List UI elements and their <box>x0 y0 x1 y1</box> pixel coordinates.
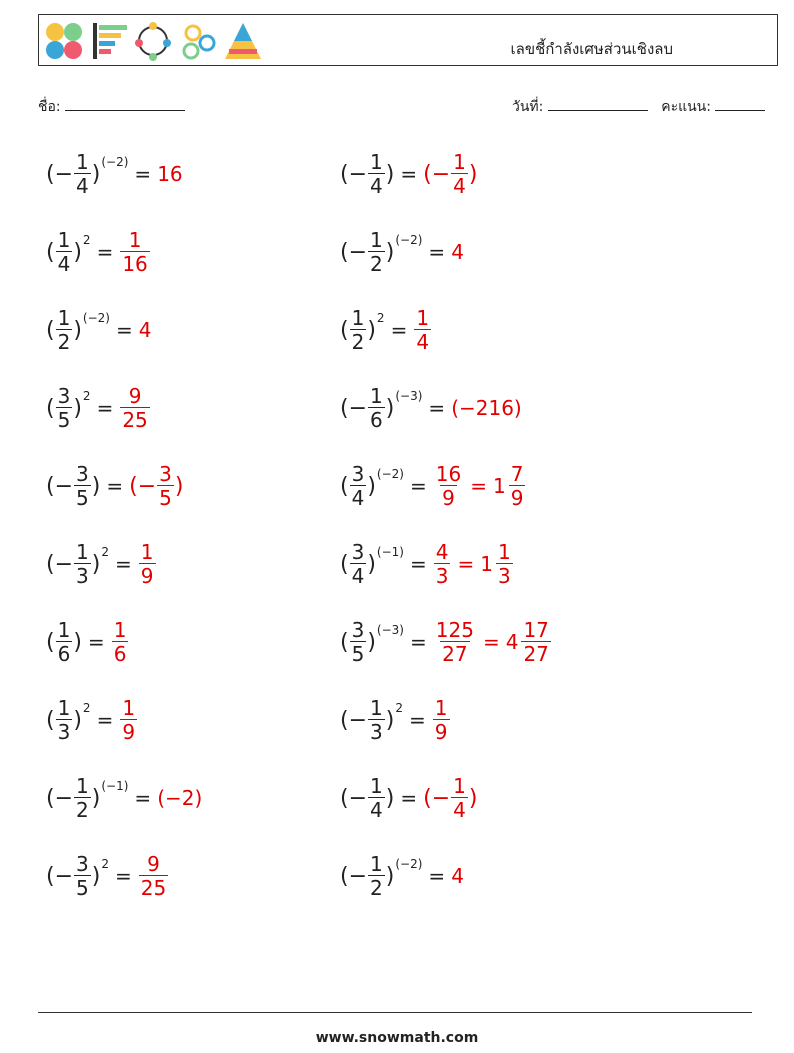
base-fraction-denominator: 5 <box>351 641 365 666</box>
equals-sign: = <box>400 786 418 810</box>
base-fraction <box>56 385 73 432</box>
equals-sign: = <box>428 864 446 888</box>
base-fraction <box>74 853 91 900</box>
problem-4 <box>340 222 464 282</box>
answer-close-paren: ) <box>174 473 184 499</box>
answer-fraction <box>139 853 168 900</box>
equals-sign: = <box>115 318 133 342</box>
answer-fraction-numerator: 1 <box>434 695 448 720</box>
name-blank <box>65 96 185 111</box>
equals-sign: = <box>96 708 114 732</box>
base-fraction-denominator: 4 <box>351 485 365 510</box>
problem-5 <box>46 300 151 360</box>
answer-fraction <box>120 229 149 276</box>
answer-fraction-denominator: 9 <box>122 719 136 744</box>
base-fraction <box>56 619 73 666</box>
base-fraction-denominator: 5 <box>76 485 89 510</box>
answer-value: 4 <box>138 318 152 342</box>
answer-fraction-denominator: 6 <box>113 641 127 666</box>
base-fraction-numerator: 3 <box>76 851 89 876</box>
base-fraction <box>74 151 91 198</box>
answer-fraction-denominator: 25 <box>140 875 167 900</box>
answer-open-paren: (− <box>423 785 451 811</box>
equals-sign: = <box>134 162 152 186</box>
answer-fraction-numerator: 1 <box>140 539 154 564</box>
base-fraction <box>350 463 367 510</box>
equals-sign: = <box>96 240 114 264</box>
problem-14 <box>340 612 552 672</box>
answer-close-paren: ) <box>468 161 478 187</box>
exponent: 2 <box>376 311 385 325</box>
mixed-fraction-numerator: 17 <box>523 617 549 642</box>
open-paren: ( <box>46 317 55 343</box>
open-paren: ( <box>46 395 55 421</box>
answer-fraction <box>112 619 129 666</box>
answer-fraction-numerator: 9 <box>128 383 142 408</box>
close-paren: ) <box>73 317 82 343</box>
equals-sign: = <box>96 396 114 420</box>
base-fraction-denominator: 6 <box>370 407 383 432</box>
base-fraction-numerator: 3 <box>351 617 365 642</box>
answer-fraction-numerator: 1 <box>453 149 466 174</box>
answer-close-paren: ) <box>468 785 478 811</box>
mixed-fraction-numerator: 1 <box>497 539 511 564</box>
base-fraction-numerator: 1 <box>370 383 383 408</box>
base-fraction-numerator: 3 <box>57 383 71 408</box>
problem-6 <box>340 300 432 360</box>
equals-sign: = <box>409 474 427 498</box>
answer <box>433 463 527 510</box>
base-fraction-denominator: 4 <box>76 173 89 198</box>
answer-equals-sign: = <box>470 474 487 498</box>
problem-7 <box>46 378 151 438</box>
problem-2 <box>340 144 477 204</box>
base-fraction <box>368 697 385 744</box>
base-fraction <box>350 541 367 588</box>
base-fraction-denominator: 2 <box>370 875 383 900</box>
equals-sign: = <box>115 552 132 576</box>
close-paren: ) <box>385 395 395 421</box>
close-paren: ) <box>385 785 395 811</box>
answer-value: 4 <box>451 864 464 888</box>
mixed-whole: 1 <box>480 552 493 576</box>
equals-sign: = <box>87 630 105 654</box>
exponent: 2 <box>82 389 91 403</box>
mixed-fraction-denominator: 27 <box>523 641 549 666</box>
base-fraction-numerator: 1 <box>57 695 71 720</box>
answer-fraction <box>451 151 468 198</box>
answer-fraction-denominator: 9 <box>434 719 448 744</box>
base-fraction-numerator: 1 <box>370 851 383 876</box>
team-cycle-icon <box>135 22 171 61</box>
base-fraction-denominator: 4 <box>370 797 383 822</box>
problem-18 <box>340 768 477 828</box>
open-paren: ( <box>340 551 349 577</box>
answer-fraction-numerator: 4 <box>435 539 449 564</box>
open-paren: (− <box>340 161 368 187</box>
page-title: เลขชี้กำลังเศษส่วนเชิงลบ <box>510 40 673 58</box>
exponent: (−1) <box>101 779 129 793</box>
answer <box>119 229 150 276</box>
answer-fraction-denominator: 9 <box>442 485 455 510</box>
problem-15 <box>46 690 138 750</box>
equals-sign: = <box>106 474 124 498</box>
answer-fraction <box>434 463 463 510</box>
score-blank <box>715 96 765 111</box>
base-fraction-numerator: 1 <box>57 305 71 330</box>
date-label: วันที่: <box>512 99 544 115</box>
exponent: (−1) <box>376 545 404 559</box>
answer-fraction <box>120 385 149 432</box>
mixed-fraction <box>509 463 526 510</box>
answer <box>451 864 464 888</box>
base-fraction-numerator: 1 <box>370 149 383 174</box>
open-paren: (− <box>340 395 368 421</box>
exponent: 2 <box>101 857 109 871</box>
base-fraction-numerator: 1 <box>370 695 383 720</box>
answer <box>433 541 514 588</box>
base-fraction <box>350 619 367 666</box>
answer-fraction-numerator: 1 <box>113 617 127 642</box>
answer-fraction-denominator: 27 <box>442 641 468 666</box>
close-paren: ) <box>385 863 395 889</box>
name-label: ชื่อ: <box>38 99 61 115</box>
base-fraction-denominator: 4 <box>351 563 365 588</box>
answer-fraction-numerator: 3 <box>159 461 172 486</box>
base-fraction-denominator: 5 <box>76 875 89 900</box>
mixed-fraction <box>521 619 550 666</box>
base-fraction-numerator: 1 <box>370 227 383 252</box>
base-fraction-numerator: 1 <box>76 539 89 564</box>
base-fraction-denominator: 6 <box>57 641 71 666</box>
answer-fraction <box>433 697 450 744</box>
open-paren: (− <box>340 239 368 265</box>
base-fraction <box>74 541 91 588</box>
header-box <box>38 14 778 66</box>
mixed-fraction-denominator: 3 <box>497 563 511 588</box>
mixed-whole: 4 <box>505 630 519 654</box>
base-fraction-denominator: 4 <box>57 251 71 276</box>
answer-fraction <box>451 775 468 822</box>
open-paren: ( <box>46 629 55 655</box>
answer <box>451 396 522 420</box>
answer <box>157 162 182 186</box>
open-paren: (− <box>46 863 74 889</box>
answer-fraction <box>157 463 174 510</box>
base-fraction <box>368 775 385 822</box>
exponent: 2 <box>395 701 403 715</box>
answer-fraction-denominator: 25 <box>122 407 148 432</box>
answer-fraction-denominator: 9 <box>140 563 154 588</box>
equals-sign: = <box>390 318 408 342</box>
answer-fraction <box>139 541 156 588</box>
problem-10 <box>340 456 526 516</box>
answer <box>423 151 477 198</box>
close-paren: ) <box>73 629 82 655</box>
open-paren: ( <box>340 629 349 655</box>
base-fraction <box>56 307 73 354</box>
answer-equals-sign: = <box>457 552 475 576</box>
problem-13 <box>46 612 129 672</box>
answer <box>119 385 150 432</box>
name-field <box>38 96 185 118</box>
answer <box>129 463 183 510</box>
problem-9 <box>46 456 183 516</box>
exponent: (−2) <box>395 857 423 871</box>
close-paren: ) <box>385 161 395 187</box>
answer <box>432 697 451 744</box>
close-paren: ) <box>73 239 82 265</box>
close-paren: ) <box>367 317 376 343</box>
base-fraction-denominator: 2 <box>57 329 71 354</box>
mixed-fraction-denominator: 9 <box>510 485 524 510</box>
close-paren: ) <box>73 395 82 421</box>
equals-sign: = <box>409 708 426 732</box>
exponent: (−2) <box>82 311 110 325</box>
problem-8 <box>340 378 522 438</box>
open-paren: (− <box>46 551 74 577</box>
answer <box>111 619 130 666</box>
answer-fraction-numerator: 125 <box>435 617 474 642</box>
base-fraction <box>56 697 73 744</box>
base-fraction-numerator: 3 <box>351 461 365 486</box>
answer <box>139 318 152 342</box>
base-fraction-numerator: 1 <box>370 773 383 798</box>
open-paren: ( <box>340 473 349 499</box>
base-fraction-denominator: 2 <box>351 329 365 354</box>
equals-sign: = <box>400 162 418 186</box>
close-paren: ) <box>367 473 376 499</box>
answer <box>413 307 432 354</box>
problem-11 <box>46 534 157 594</box>
problem-20 <box>340 846 464 906</box>
equals-sign: = <box>115 864 132 888</box>
exponent: (−3) <box>395 389 423 403</box>
equals-sign: = <box>134 786 152 810</box>
open-paren: (− <box>340 707 368 733</box>
mixed-fraction-numerator: 7 <box>510 461 524 486</box>
exponent: (−2) <box>376 467 404 481</box>
problem-1 <box>46 144 183 204</box>
base-fraction <box>368 151 385 198</box>
answer-fraction <box>434 541 451 588</box>
answer-value: 16 <box>157 162 183 186</box>
base-fraction <box>74 775 91 822</box>
problem-17 <box>46 768 202 828</box>
mixed-fraction <box>496 541 513 588</box>
answer-fraction <box>120 697 137 744</box>
answer-value: 4 <box>451 240 464 264</box>
footer-url: www.snowmath.com <box>315 1030 479 1046</box>
gears-icon <box>184 26 214 58</box>
base-fraction <box>56 229 73 276</box>
base-fraction-denominator: 4 <box>370 173 383 198</box>
base-fraction-numerator: 1 <box>76 149 89 174</box>
base-fraction-numerator: 3 <box>76 461 89 486</box>
problem-16 <box>340 690 451 750</box>
answer-fraction-denominator: 5 <box>159 485 172 510</box>
base-fraction-numerator: 1 <box>351 305 365 330</box>
open-paren: ( <box>340 317 349 343</box>
base-fraction-numerator: 3 <box>351 539 365 564</box>
answer-fraction-denominator: 4 <box>416 329 430 354</box>
base-fraction-denominator: 5 <box>57 407 71 432</box>
base-fraction-denominator: 3 <box>57 719 71 744</box>
exponent: 2 <box>82 233 91 247</box>
close-paren: ) <box>91 473 101 499</box>
open-paren: ( <box>46 239 55 265</box>
answer-fraction-numerator: 1 <box>122 695 136 720</box>
equals-sign: = <box>428 240 446 264</box>
base-fraction-denominator: 2 <box>76 797 89 822</box>
close-paren: ) <box>91 161 101 187</box>
answer-fraction-numerator: 1 <box>128 227 142 252</box>
base-fraction-numerator: 1 <box>57 617 71 642</box>
base-fraction-numerator: 1 <box>57 227 71 252</box>
bar-chart-icon <box>93 23 127 59</box>
answer <box>433 619 552 666</box>
exponent: 2 <box>101 545 109 559</box>
base-fraction <box>368 853 385 900</box>
footer-divider <box>38 1012 752 1013</box>
header-icons <box>43 19 273 63</box>
base-fraction <box>368 229 385 276</box>
pyramid-icon <box>225 23 261 59</box>
open-paren: (− <box>340 785 368 811</box>
problem-12 <box>340 534 514 594</box>
exponent: (−2) <box>395 233 423 247</box>
problem-19 <box>46 846 169 906</box>
answer-fraction-denominator: 4 <box>453 797 466 822</box>
equals-sign: = <box>409 552 427 576</box>
answer-fraction-numerator: 9 <box>147 851 160 876</box>
close-paren: ) <box>385 707 395 733</box>
answer-fraction-denominator: 4 <box>453 173 466 198</box>
numbers-puzzle-icon <box>46 23 82 59</box>
open-paren: (− <box>340 863 368 889</box>
base-fraction <box>74 463 91 510</box>
answer-fraction-denominator: 16 <box>122 251 148 276</box>
base-fraction-denominator: 3 <box>370 719 383 744</box>
answer <box>119 697 138 744</box>
open-paren: (− <box>46 473 74 499</box>
base-fraction-denominator: 2 <box>370 251 383 276</box>
exponent: (−3) <box>376 623 404 637</box>
close-paren: ) <box>91 551 101 577</box>
answer <box>451 240 464 264</box>
answer-fraction <box>434 619 476 666</box>
base-fraction <box>368 385 385 432</box>
close-paren: ) <box>91 863 101 889</box>
equals-sign: = <box>409 630 427 654</box>
answer-equals-sign: = <box>482 630 500 654</box>
answer-open-paren: (− <box>129 473 157 499</box>
close-paren: ) <box>385 239 395 265</box>
answer <box>157 786 202 810</box>
equals-sign: = <box>428 396 446 420</box>
base-fraction-numerator: 1 <box>76 773 89 798</box>
answer-fraction-numerator: 1 <box>416 305 430 330</box>
open-paren: (− <box>46 161 74 187</box>
base-fraction <box>350 307 367 354</box>
base-fraction-denominator: 3 <box>76 563 89 588</box>
close-paren: ) <box>367 551 376 577</box>
mixed-whole: 1 <box>492 474 506 498</box>
close-paren: ) <box>367 629 376 655</box>
answer-fraction <box>414 307 431 354</box>
date-score-field <box>512 96 765 118</box>
date-blank <box>548 96 648 111</box>
answer-value: (−2) <box>157 786 203 810</box>
open-paren: (− <box>46 785 74 811</box>
answer <box>138 541 157 588</box>
answer-fraction-numerator: 1 <box>453 773 466 798</box>
exponent: 2 <box>82 701 91 715</box>
problem-3 <box>46 222 151 282</box>
answer-open-paren: (− <box>423 161 451 187</box>
answer <box>138 853 169 900</box>
answer-fraction-numerator: 16 <box>435 461 462 486</box>
close-paren: ) <box>73 707 82 733</box>
open-paren: ( <box>46 707 55 733</box>
close-paren: ) <box>91 785 101 811</box>
exponent: (−2) <box>101 155 129 169</box>
score-label: คะแนน: <box>661 99 711 115</box>
answer-fraction-denominator: 3 <box>435 563 449 588</box>
answer <box>423 775 477 822</box>
answer-value: (−216) <box>451 396 522 420</box>
